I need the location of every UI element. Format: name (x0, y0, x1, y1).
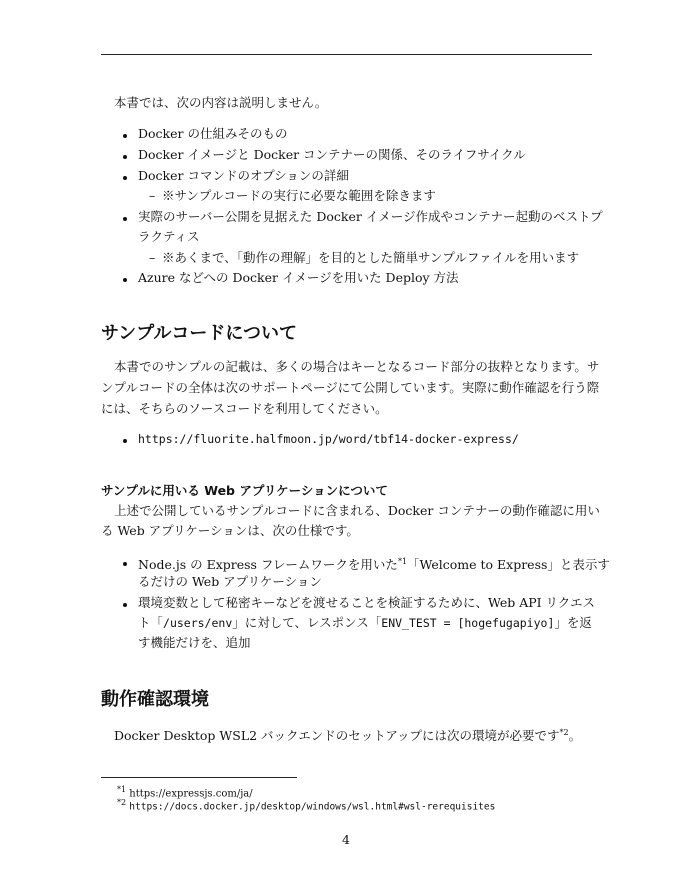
dash-icon: – (149, 250, 156, 265)
footnote-2 (117, 796, 495, 813)
footnote-ref[interactable]: *1 (397, 557, 408, 566)
bullet-icon (123, 562, 127, 566)
section-heading-environment: 動作確認環境 (101, 689, 209, 710)
list-item-cont: るだけの Web アプリケーション (138, 574, 322, 589)
paragraph-line: ンプルコードの全体は次のサポートページにて公開しています。実際に動作確認を行う際 (101, 380, 600, 395)
text: ト「 (138, 615, 164, 630)
list-item-cont: す機能だけを、追加 (138, 635, 251, 650)
bullet-icon (123, 439, 127, 443)
footnote-link[interactable]: https://expressjs.com/ja/ (129, 788, 253, 800)
text: 「Welcome to Express」と表示す (407, 557, 610, 573)
list-item: Docker の仕組みそのもの (138, 126, 288, 141)
text: Docker Desktop WSL2 バックエンドのセットアップには次の環境が必要です (114, 728, 560, 744)
list-item: 実際のサーバー公開を見据えた Docker イメージ作成やコンテナー起動のベストプ (138, 209, 603, 224)
paragraph-line: る Web アプリケーションは、次の仕様です。 (101, 523, 359, 538)
sub-list-item: ※サンプルコードの実行に必要な範囲を除きます (162, 188, 436, 203)
support-url-link[interactable]: https://fluorite.halfmoon.jp/word/tbf14-docker-express/ (138, 432, 519, 446)
footnote-link[interactable]: https://docs.docker.jp/desktop/windows/wsl.html#wsl-rerequisites (129, 801, 496, 813)
list-item: Docker イメージと Docker コンテナーの関係、そのライフサイクル (138, 147, 526, 162)
text: 。 (568, 728, 582, 744)
list-item: Azure などへの Docker イメージを用いた Deploy 方法 (138, 270, 459, 285)
text: 」を返 (554, 615, 592, 630)
dash-icon: – (149, 188, 156, 203)
text: 」に対して、レスポンス「 (232, 615, 382, 630)
bullet-icon (123, 278, 127, 282)
list-item-cont (138, 614, 592, 632)
list-item: 環境変数として秘密キーなどを渡せることを検証するために、Web API リクエス (138, 595, 596, 610)
footnote-mark: *2 (117, 798, 127, 807)
sub-list-item: ※あくまで、「動作の理解」を目的とした簡単サンプルファイルを用います (162, 250, 580, 265)
paragraph-line (114, 724, 581, 745)
list-item (138, 553, 610, 574)
bullet-icon (123, 155, 127, 159)
list-item: Docker コマンドのオプションの詳細 (138, 168, 349, 183)
paragraph-line: 本書でのサンプルの記載は、多くの場合はキーとなるコード部分の抜粋となります。サ (114, 359, 600, 374)
section-heading-sample-code: サンプルコードについて (101, 323, 298, 344)
bullet-icon (123, 176, 127, 180)
intro-text: 本書では、次の内容は説明しません。 (114, 95, 328, 110)
subsection-heading-web-app: サンプルに用いる Web アプリケーションについて (101, 483, 388, 498)
footnote-rule (101, 777, 297, 778)
header-rule (101, 54, 592, 55)
footnote-ref[interactable]: *2 (559, 728, 569, 737)
bullet-icon (123, 134, 127, 138)
footnote-mark: *1 (117, 785, 127, 794)
list-item-cont: ラクティス (138, 229, 200, 244)
bullet-icon (123, 217, 127, 221)
paragraph-line: 上述で公開しているサンプルコードに含まれる、Docker コンテナーの動作確認に用い (114, 503, 600, 518)
paragraph-line: には、そちらのソースコードを利用してください。 (101, 401, 388, 416)
code-path: /users/env (163, 616, 233, 630)
page-number: 4 (342, 832, 350, 847)
bullet-icon (123, 603, 127, 607)
code-response: ENV_TEST = [hogefugapiyo] (381, 616, 555, 630)
text: Node.js の Express フレームワークを用いた (138, 557, 398, 573)
